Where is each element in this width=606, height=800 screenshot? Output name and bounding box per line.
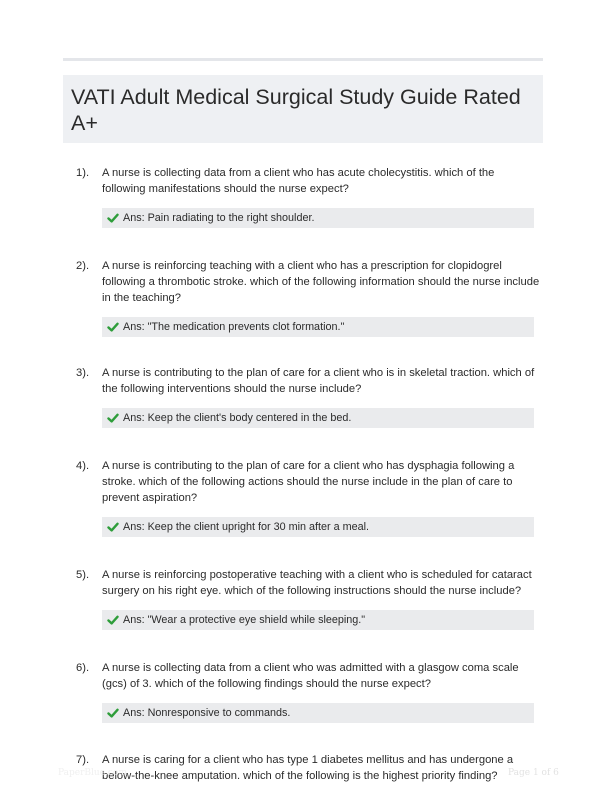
question-text: A nurse is contributing to the plan of care for a client who has dysphagia following a stroke. which of the following actions should the nurse include in the plan of care to prevent aspiration?: [102, 460, 515, 504]
question-item: [63, 567, 543, 630]
question-item: [63, 365, 543, 428]
question-item: [63, 165, 543, 228]
question-number: 6).: [76, 662, 90, 674]
check-icon: [107, 521, 119, 533]
answer-box: [102, 517, 534, 537]
page-number: Page 1 of 6: [508, 768, 559, 778]
question-item: [63, 752, 543, 784]
top-divider: [63, 58, 543, 61]
answer-text: Ans: Keep the client's body centered in the bed.: [123, 412, 352, 424]
question-text: A nurse is reinforcing teaching with a client who has a prescription for clopidogrel following a thrombotic stroke. which of the following information should the nurse include in the teaching?: [102, 260, 540, 304]
check-icon: [107, 412, 119, 424]
answer-text: Ans: Nonresponsive to commands.: [123, 707, 291, 719]
check-icon: [107, 707, 119, 719]
document-title: VATI Adult Medical Surgical Study Guide Rated A+: [71, 85, 521, 135]
question-text: A nurse is caring for a client who has type 1 diabetes mellitus and has undergone a below-the-knee amputation. which of the following is the highest priority finding?: [102, 754, 514, 782]
question-text: A nurse is collecting data from a client who has acute cholecystitis. which of the following manifestations should the nurse expect?: [102, 167, 495, 195]
answer-text: Ans: "The medication prevents clot formation.": [123, 321, 345, 333]
question-text: A nurse is collecting data from a client who was admitted with a glasgow coma scale (gcs) of 3. which of the following findings should the nurse expect?: [102, 662, 519, 690]
question-number: 4).: [76, 460, 90, 472]
question-number: 1).: [76, 167, 90, 179]
question-list: [63, 165, 543, 784]
question-item: [63, 458, 543, 537]
answer-box: [102, 208, 534, 228]
question-number: 3).: [76, 367, 90, 379]
title-banner: [63, 75, 543, 143]
answer-box: [102, 408, 534, 428]
answer-box: [102, 703, 534, 723]
question-number: 5).: [76, 569, 90, 581]
question-text: A nurse is reinforcing postoperative teaching with a client who is scheduled for cataract surgery on his right eye. which of the following instructions should the nurse include?: [102, 569, 532, 597]
question-item: [63, 258, 543, 337]
question-text: A nurse is contributing to the plan of care for a client who is in skeletal traction. which of the following interventions should the nurse include?: [102, 367, 535, 395]
question-number: 7).: [76, 754, 90, 766]
check-icon: [107, 321, 119, 333]
answer-text: Ans: Pain radiating to the right shoulder.: [123, 212, 315, 224]
question-number: 2).: [76, 260, 90, 272]
footer-watermark: PaperBlue.com: [58, 768, 127, 778]
question-item: [63, 660, 543, 723]
check-icon: [107, 614, 119, 626]
answer-box: [102, 317, 534, 337]
answer-text: Ans: "Wear a protective eye shield while sleeping.": [123, 614, 366, 626]
answer-box: [102, 610, 534, 630]
answer-text: Ans: Keep the client upright for 30 min after a meal.: [123, 521, 370, 533]
check-icon: [107, 212, 119, 224]
